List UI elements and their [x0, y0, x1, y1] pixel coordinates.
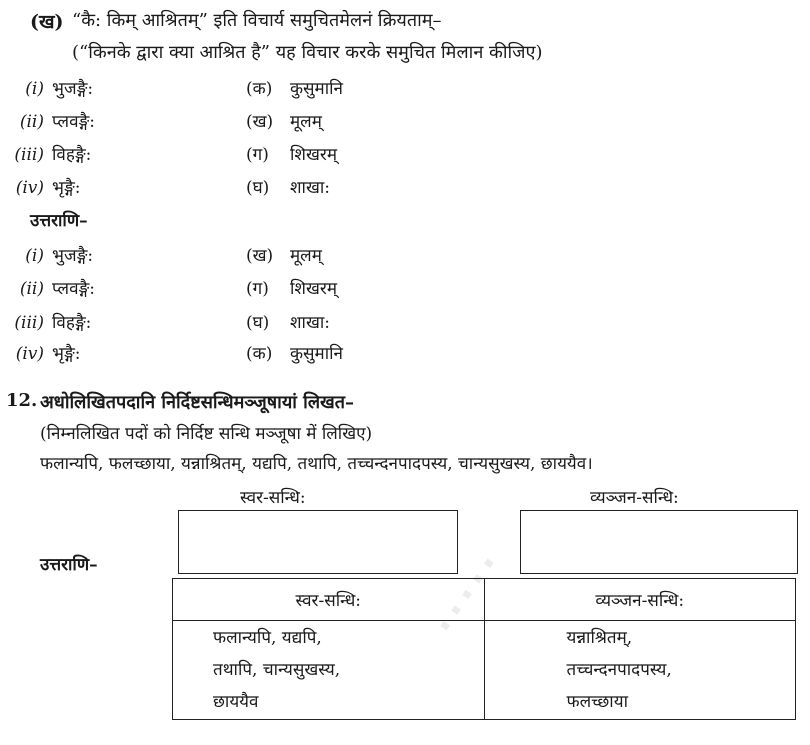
option-word: शाखा: [290, 178, 330, 198]
word-list: फलान्यपि, फलच्छाया, यन्नाश्रितम्, यद्यपि, तथापि, तच्चन्दनपादपस्य, चान्यसुखस्य, छाययैव। [40, 454, 593, 474]
item-number: (iii) [14, 145, 44, 165]
item-number: (i) [25, 79, 44, 99]
item-left [10, 142, 91, 165]
item-word: विहङ्गै: [52, 313, 92, 333]
item-left [10, 76, 93, 99]
option-word: कुसुमानि [290, 344, 343, 364]
item-right [246, 310, 330, 333]
item-left [10, 276, 95, 299]
box-label-swar: स्वर-सन्धि: [240, 488, 306, 508]
item-number: (iii) [14, 313, 44, 333]
option-label: (ख) [246, 112, 274, 132]
table-header-vyanjan: व्यञ्जन-सन्धि: [484, 579, 796, 621]
table-header-swar: स्वर-सन्धि: [173, 579, 485, 621]
option-label: (घ) [246, 313, 270, 333]
cell-line: तथापि, चान्यसुखस्य, [213, 660, 341, 680]
item-word: विहङ्गै: [52, 145, 92, 165]
item-left [10, 175, 80, 198]
option-word: कुसुमानि [290, 79, 343, 99]
item-number: (ii) [19, 112, 44, 132]
item-right [246, 243, 322, 266]
item-right [246, 142, 337, 165]
item-word: भुजङ्गै: [52, 246, 94, 266]
option-label: (ग) [246, 145, 269, 165]
vyanjan-sandhi-box [520, 510, 798, 574]
cell-line: तच्चन्दनपादपस्य, [566, 660, 672, 680]
item-left [10, 310, 91, 333]
box-label-vyanjan: व्यञ्जन-सन्धि: [590, 488, 679, 508]
item-word: भृङ्गै: [52, 344, 81, 364]
swar-sandhi-box [178, 510, 458, 574]
watermark: ····· [411, 535, 524, 655]
answer-label: उत्तराणि– [30, 211, 88, 231]
option-word: शिखरम् [290, 145, 337, 165]
item-right [246, 276, 337, 299]
option-word: शिखरम् [290, 279, 337, 299]
item-number: (iv) [15, 344, 44, 364]
item-word: प्लवङ्गै: [52, 112, 96, 132]
item-word: भुजङ्गै: [52, 79, 94, 99]
answer-label-12: उत्तराणि– [40, 555, 98, 575]
answer-table [172, 578, 796, 720]
item-right [246, 109, 322, 132]
table-cell-vyanjan [484, 621, 796, 720]
question-12-text: अधोलिखितपदानि निर्दिष्टसन्धिमञ्जूषायां लिखत– [40, 392, 355, 413]
question-hindi: (“किनके द्वारा क्या आश्रित है” यह विचार करके समुचित मिलान कीजिए) [72, 42, 543, 63]
option-word: मूलम् [290, 246, 322, 266]
option-label: (क) [246, 79, 273, 99]
cell-line: फलान्यपि, यद्यपि, [213, 628, 322, 648]
item-left [10, 341, 80, 364]
cell-line: फलच्छाया [566, 692, 628, 712]
item-word: भृङ्गै: [52, 178, 81, 198]
item-left [10, 109, 95, 132]
question-12-hindi: (निम्नलिखित पदों को निर्दिष्ट सन्धि मञ्जूषा में लिखिए) [40, 424, 373, 444]
option-label: (ग) [246, 279, 269, 299]
part-label: (ख) [30, 11, 64, 33]
question-sanskrit: “कै: किम् आश्रितम्” इति विचार्य समुचितमेलनं क्रियताम्– [72, 10, 442, 31]
cell-line: छाययैव [213, 692, 259, 712]
cell-line: यन्नाश्रितम्, [566, 628, 633, 648]
option-word: शाखा: [290, 313, 330, 333]
option-label: (ख) [246, 246, 274, 266]
item-right [246, 175, 330, 198]
item-word: प्लवङ्गै: [52, 279, 96, 299]
item-right [246, 341, 343, 364]
item-number: (iv) [15, 178, 44, 198]
item-number: (ii) [19, 279, 44, 299]
item-number: (i) [25, 246, 44, 266]
item-right [246, 76, 343, 99]
option-label: (क) [246, 344, 273, 364]
option-label: (घ) [246, 178, 270, 198]
table-cell-swar [173, 621, 485, 720]
question-number: 12. [6, 390, 38, 411]
option-word: मूलम् [290, 112, 322, 132]
item-left [10, 243, 93, 266]
